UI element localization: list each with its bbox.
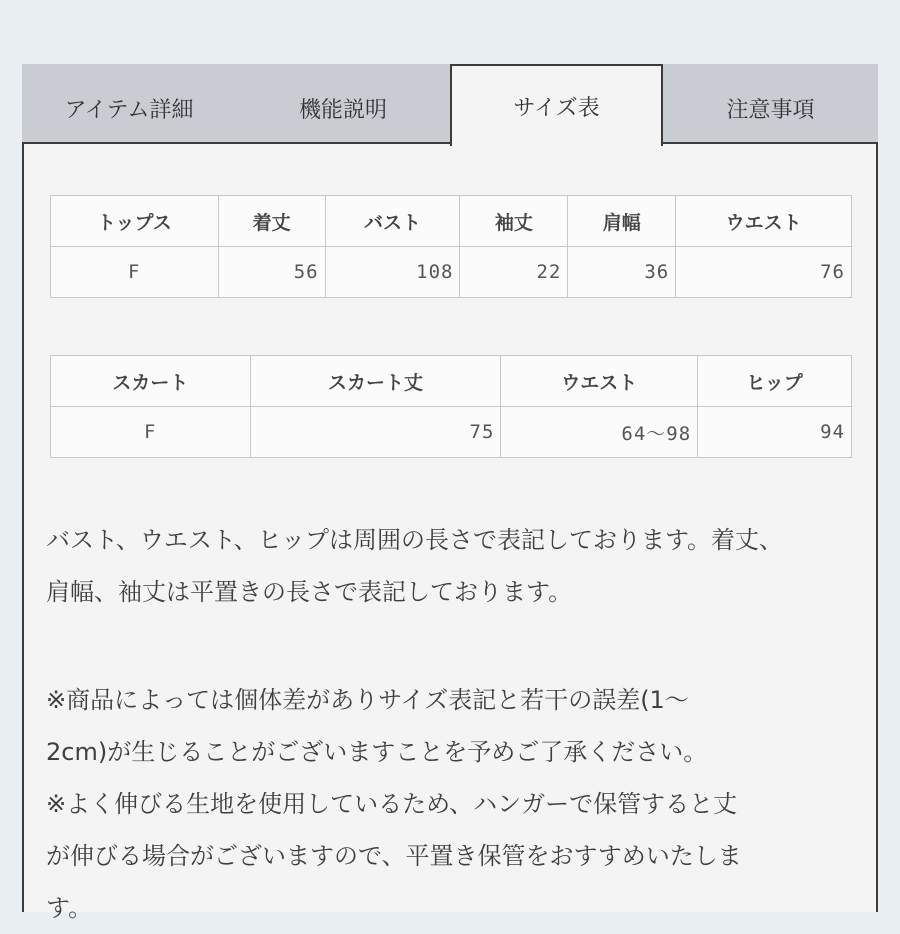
column-header: スカート丈 — [250, 356, 501, 407]
column-header: 着丈 — [218, 196, 325, 247]
caution-line: す。 — [46, 894, 93, 922]
skirt-size-table — [50, 355, 852, 458]
table-cell: F — [51, 247, 219, 298]
table-cell: 22 — [460, 247, 568, 298]
column-header: ウエスト — [676, 196, 852, 247]
table-cell: 64〜98 — [501, 407, 698, 458]
table-cell: 75 — [250, 407, 501, 458]
caution-line: ※よく伸びる生地を使用しているため、ハンガーで保管すると丈 — [46, 790, 738, 818]
column-header: 袖丈 — [460, 196, 568, 247]
table-cell: 36 — [568, 247, 676, 298]
table-row — [51, 247, 852, 298]
table-header-row — [51, 196, 852, 247]
table-cell: 56 — [218, 247, 325, 298]
tab-notes[interactable]: 注意事項 — [663, 64, 878, 144]
caution-notes — [46, 674, 866, 934]
column-header: スカート — [51, 356, 251, 407]
tab-features[interactable]: 機能説明 — [236, 64, 450, 144]
description-line: バスト、ウエスト、ヒップは周囲の長さで表記しております。着丈、 — [46, 526, 784, 554]
column-header: 肩幅 — [568, 196, 676, 247]
column-header: トップス — [51, 196, 219, 247]
table-row — [51, 407, 852, 458]
table-header-row — [51, 356, 852, 407]
table-cell: 94 — [698, 407, 852, 458]
tops-size-table — [50, 195, 852, 298]
caution-line: が伸びる場合がございますので、平置き保管をおすすめいたしま — [46, 842, 742, 870]
caution-line: ※商品によっては個体差がありサイズ表記と若干の誤差(1〜 — [46, 686, 689, 714]
tab-bar — [22, 64, 878, 144]
column-header: ウエスト — [501, 356, 698, 407]
description-line: 肩幅、袖丈は平置きの長さで表記しております。 — [46, 578, 573, 606]
table-cell: F — [51, 407, 251, 458]
table-cell: 108 — [325, 247, 460, 298]
column-header: ヒップ — [698, 356, 852, 407]
measurement-description — [46, 514, 866, 618]
caution-line: 2cm)が生じることがございますことを予めご了承ください。 — [46, 738, 708, 766]
tab-size-chart[interactable]: サイズ表 — [450, 64, 663, 146]
size-chart-panel — [22, 142, 878, 922]
table-cell: 76 — [676, 247, 852, 298]
tab-item-details[interactable]: アイテム詳細 — [22, 64, 236, 144]
column-header: バスト — [325, 196, 460, 247]
